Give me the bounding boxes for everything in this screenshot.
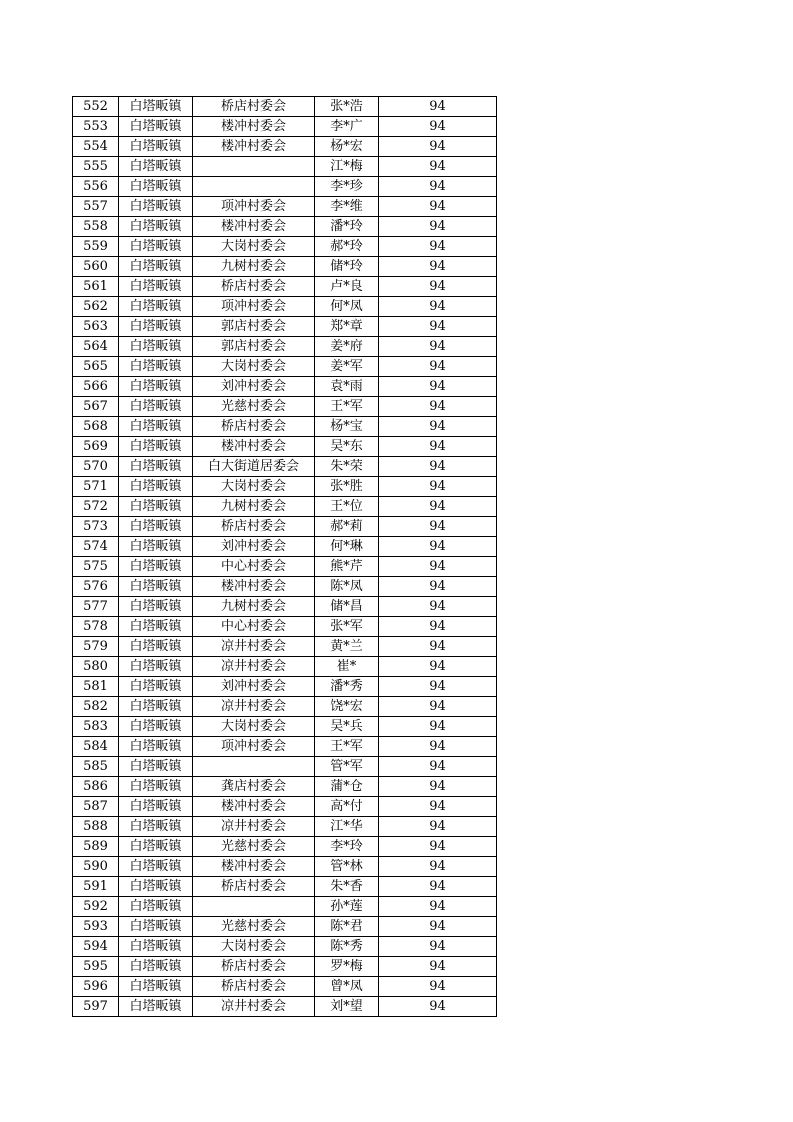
table-row: [73, 97, 497, 117]
person-name-cell: 管*军: [315, 757, 379, 777]
row-number-cell: 572: [73, 497, 119, 517]
town-cell: 白塔畈镇: [119, 777, 193, 797]
village-committee-cell: 九树村委会: [193, 597, 315, 617]
person-name-cell: 高*付: [315, 797, 379, 817]
row-number-cell: 561: [73, 277, 119, 297]
village-committee-cell: [193, 897, 315, 917]
person-name-cell: 朱*香: [315, 877, 379, 897]
person-name-cell: 郝*玲: [315, 237, 379, 257]
table-row: [73, 417, 497, 437]
score-cell: 94: [379, 977, 497, 997]
row-number-cell: 560: [73, 257, 119, 277]
table-row: [73, 817, 497, 837]
town-cell: 白塔畈镇: [119, 337, 193, 357]
row-number-cell: 574: [73, 537, 119, 557]
town-cell: 白塔畈镇: [119, 717, 193, 737]
score-cell: 94: [379, 677, 497, 697]
table-row: [73, 397, 497, 417]
table-row: [73, 477, 497, 497]
town-cell: 白塔畈镇: [119, 457, 193, 477]
row-number-cell: 595: [73, 957, 119, 977]
person-name-cell: 储*昌: [315, 597, 379, 617]
town-cell: 白塔畈镇: [119, 537, 193, 557]
person-name-cell: 蒲*仓: [315, 777, 379, 797]
village-committee-cell: [193, 757, 315, 777]
town-cell: 白塔畈镇: [119, 737, 193, 757]
village-committee-cell: [193, 157, 315, 177]
table-row: [73, 857, 497, 877]
village-committee-cell: 中心村委会: [193, 557, 315, 577]
town-cell: 白塔畈镇: [119, 137, 193, 157]
row-number-cell: 587: [73, 797, 119, 817]
table-row: [73, 617, 497, 637]
person-name-cell: 何*凤: [315, 297, 379, 317]
village-committee-cell: 项冲村委会: [193, 197, 315, 217]
village-committee-cell: 白大街道居委会: [193, 457, 315, 477]
score-cell: 94: [379, 637, 497, 657]
town-cell: 白塔畈镇: [119, 597, 193, 617]
village-committee-cell: 凉井村委会: [193, 637, 315, 657]
table-row: [73, 877, 497, 897]
score-cell: 94: [379, 137, 497, 157]
row-number-cell: 559: [73, 237, 119, 257]
table-row: [73, 537, 497, 557]
village-committee-cell: 刘冲村委会: [193, 537, 315, 557]
village-committee-cell: 凉井村委会: [193, 697, 315, 717]
village-committee-cell: 项冲村委会: [193, 297, 315, 317]
score-cell: 94: [379, 417, 497, 437]
row-number-cell: 571: [73, 477, 119, 497]
score-cell: 94: [379, 717, 497, 737]
table-row: [73, 977, 497, 997]
score-cell: 94: [379, 597, 497, 617]
person-name-cell: 熊*芹: [315, 557, 379, 577]
score-cell: 94: [379, 217, 497, 237]
row-number-cell: 583: [73, 717, 119, 737]
person-name-cell: 储*玲: [315, 257, 379, 277]
row-number-cell: 573: [73, 517, 119, 537]
person-name-cell: 陈*君: [315, 917, 379, 937]
table-row: [73, 137, 497, 157]
row-number-cell: 553: [73, 117, 119, 137]
village-committee-cell: 楼冲村委会: [193, 857, 315, 877]
table-row: [73, 277, 497, 297]
row-number-cell: 557: [73, 197, 119, 217]
table-row: [73, 517, 497, 537]
table-row: [73, 737, 497, 757]
score-cell: 94: [379, 837, 497, 857]
town-cell: 白塔畈镇: [119, 357, 193, 377]
row-number-cell: 578: [73, 617, 119, 637]
town-cell: 白塔畈镇: [119, 897, 193, 917]
score-cell: 94: [379, 117, 497, 137]
score-cell: 94: [379, 317, 497, 337]
village-committee-cell: 刘冲村委会: [193, 377, 315, 397]
village-committee-cell: 桥店村委会: [193, 517, 315, 537]
village-committee-cell: 桥店村委会: [193, 417, 315, 437]
village-committee-cell: 桥店村委会: [193, 277, 315, 297]
table-row: [73, 157, 497, 177]
town-cell: 白塔畈镇: [119, 577, 193, 597]
score-cell: 94: [379, 197, 497, 217]
town-cell: 白塔畈镇: [119, 817, 193, 837]
row-number-cell: 596: [73, 977, 119, 997]
row-number-cell: 556: [73, 177, 119, 197]
row-number-cell: 576: [73, 577, 119, 597]
score-cell: 94: [379, 517, 497, 537]
village-committee-cell: 凉井村委会: [193, 817, 315, 837]
score-cell: 94: [379, 877, 497, 897]
score-cell: 94: [379, 97, 497, 117]
row-number-cell: 580: [73, 657, 119, 677]
person-name-cell: 王*军: [315, 737, 379, 757]
table-row: [73, 177, 497, 197]
table-row: [73, 717, 497, 737]
row-number-cell: 565: [73, 357, 119, 377]
table-row: [73, 677, 497, 697]
town-cell: 白塔畈镇: [119, 917, 193, 937]
score-cell: 94: [379, 957, 497, 977]
person-name-cell: 王*位: [315, 497, 379, 517]
score-cell: 94: [379, 477, 497, 497]
town-cell: 白塔畈镇: [119, 397, 193, 417]
table-row: [73, 437, 497, 457]
village-committee-cell: 楼冲村委会: [193, 797, 315, 817]
score-cell: 94: [379, 737, 497, 757]
village-committee-cell: 楼冲村委会: [193, 117, 315, 137]
town-cell: 白塔畈镇: [119, 317, 193, 337]
town-cell: 白塔畈镇: [119, 97, 193, 117]
person-name-cell: 吴*兵: [315, 717, 379, 737]
person-name-cell: 何*琳: [315, 537, 379, 557]
row-number-cell: 563: [73, 317, 119, 337]
town-cell: 白塔畈镇: [119, 557, 193, 577]
person-name-cell: 李*维: [315, 197, 379, 217]
score-cell: 94: [379, 257, 497, 277]
score-cell: 94: [379, 897, 497, 917]
table-row: [73, 597, 497, 617]
town-cell: 白塔畈镇: [119, 997, 193, 1017]
person-name-cell: 曾*凤: [315, 977, 379, 997]
person-name-cell: 黄*兰: [315, 637, 379, 657]
town-cell: 白塔畈镇: [119, 937, 193, 957]
row-number-cell: 566: [73, 377, 119, 397]
score-cell: 94: [379, 557, 497, 577]
person-name-cell: 崔*: [315, 657, 379, 677]
person-name-cell: 张*胜: [315, 477, 379, 497]
score-cell: 94: [379, 997, 497, 1017]
row-number-cell: 589: [73, 837, 119, 857]
town-cell: 白塔畈镇: [119, 617, 193, 637]
score-cell: 94: [379, 437, 497, 457]
score-cell: 94: [379, 277, 497, 297]
village-committee-cell: 桥店村委会: [193, 977, 315, 997]
row-number-cell: 554: [73, 137, 119, 157]
village-committee-cell: 九树村委会: [193, 497, 315, 517]
score-cell: 94: [379, 757, 497, 777]
person-name-cell: 姜*军: [315, 357, 379, 377]
score-cell: 94: [379, 457, 497, 477]
row-number-cell: 567: [73, 397, 119, 417]
person-name-cell: 朱*荣: [315, 457, 379, 477]
table-row: [73, 637, 497, 657]
score-cell: 94: [379, 377, 497, 397]
town-cell: 白塔畈镇: [119, 497, 193, 517]
person-name-cell: 罗*梅: [315, 957, 379, 977]
table-row: [73, 997, 497, 1017]
table-row: [73, 957, 497, 977]
town-cell: 白塔畈镇: [119, 637, 193, 657]
score-cell: 94: [379, 657, 497, 677]
town-cell: 白塔畈镇: [119, 177, 193, 197]
score-cell: 94: [379, 697, 497, 717]
row-number-cell: 577: [73, 597, 119, 617]
score-cell: 94: [379, 857, 497, 877]
person-name-cell: 李*广: [315, 117, 379, 137]
town-cell: 白塔畈镇: [119, 837, 193, 857]
table-row: [73, 577, 497, 597]
village-committee-cell: 九树村委会: [193, 257, 315, 277]
person-name-cell: 李*玲: [315, 837, 379, 857]
row-number-cell: 582: [73, 697, 119, 717]
row-number-cell: 562: [73, 297, 119, 317]
person-name-cell: 孙*莲: [315, 897, 379, 917]
row-number-cell: 564: [73, 337, 119, 357]
town-cell: 白塔畈镇: [119, 277, 193, 297]
person-name-cell: 李*珍: [315, 177, 379, 197]
town-cell: 白塔畈镇: [119, 877, 193, 897]
row-number-cell: 575: [73, 557, 119, 577]
village-committee-cell: 桥店村委会: [193, 877, 315, 897]
person-name-cell: 张*浩: [315, 97, 379, 117]
person-name-cell: 江*华: [315, 817, 379, 837]
table-row: [73, 497, 497, 517]
person-name-cell: 王*军: [315, 397, 379, 417]
town-cell: 白塔畈镇: [119, 677, 193, 697]
town-cell: 白塔畈镇: [119, 377, 193, 397]
village-committee-cell: 刘冲村委会: [193, 677, 315, 697]
table-row: [73, 837, 497, 857]
village-committee-cell: 楼冲村委会: [193, 217, 315, 237]
town-cell: 白塔畈镇: [119, 297, 193, 317]
village-committee-cell: 龚店村委会: [193, 777, 315, 797]
village-committee-cell: 大岗村委会: [193, 937, 315, 957]
person-name-cell: 管*林: [315, 857, 379, 877]
score-cell: 94: [379, 357, 497, 377]
row-number-cell: 581: [73, 677, 119, 697]
town-cell: 白塔畈镇: [119, 237, 193, 257]
person-name-cell: 刘*望: [315, 997, 379, 1017]
town-cell: 白塔畈镇: [119, 857, 193, 877]
village-committee-cell: 郭店村委会: [193, 337, 315, 357]
town-cell: 白塔畈镇: [119, 757, 193, 777]
town-cell: 白塔畈镇: [119, 217, 193, 237]
village-committee-cell: 桥店村委会: [193, 957, 315, 977]
person-name-cell: 袁*雨: [315, 377, 379, 397]
town-cell: 白塔畈镇: [119, 477, 193, 497]
village-committee-cell: 光慈村委会: [193, 917, 315, 937]
village-committee-cell: 项冲村委会: [193, 737, 315, 757]
table-row: [73, 937, 497, 957]
person-name-cell: 江*梅: [315, 157, 379, 177]
score-cell: 94: [379, 537, 497, 557]
row-number-cell: 585: [73, 757, 119, 777]
town-cell: 白塔畈镇: [119, 977, 193, 997]
row-number-cell: 591: [73, 877, 119, 897]
row-number-cell: 588: [73, 817, 119, 837]
table-row: [73, 377, 497, 397]
score-cell: 94: [379, 397, 497, 417]
score-cell: 94: [379, 577, 497, 597]
town-cell: 白塔畈镇: [119, 257, 193, 277]
table-row: [73, 357, 497, 377]
row-number-cell: 569: [73, 437, 119, 457]
table-row: [73, 257, 497, 277]
town-cell: 白塔畈镇: [119, 437, 193, 457]
person-name-cell: 张*军: [315, 617, 379, 637]
village-committee-cell: 光慈村委会: [193, 397, 315, 417]
person-name-cell: 饶*宏: [315, 697, 379, 717]
score-cell: 94: [379, 617, 497, 637]
person-name-cell: 郑*章: [315, 317, 379, 337]
row-number-cell: 579: [73, 637, 119, 657]
village-committee-cell: 大岗村委会: [193, 357, 315, 377]
person-name-cell: 潘*秀: [315, 677, 379, 697]
person-name-cell: 陈*秀: [315, 937, 379, 957]
score-cell: 94: [379, 297, 497, 317]
person-name-cell: 杨*宝: [315, 417, 379, 437]
table-row: [73, 697, 497, 717]
table-row: [73, 217, 497, 237]
table-row: [73, 297, 497, 317]
row-number-cell: 558: [73, 217, 119, 237]
village-committee-cell: 中心村委会: [193, 617, 315, 637]
village-committee-cell: 楼冲村委会: [193, 577, 315, 597]
town-cell: 白塔畈镇: [119, 797, 193, 817]
table-row: [73, 797, 497, 817]
village-committee-cell: 凉井村委会: [193, 997, 315, 1017]
village-committee-cell: [193, 177, 315, 197]
row-number-cell: 570: [73, 457, 119, 477]
table-row: [73, 237, 497, 257]
table-row: [73, 897, 497, 917]
score-cell: 94: [379, 817, 497, 837]
score-cell: 94: [379, 337, 497, 357]
table-row: [73, 777, 497, 797]
village-committee-cell: 桥店村委会: [193, 97, 315, 117]
village-committee-cell: 大岗村委会: [193, 237, 315, 257]
table-row: [73, 917, 497, 937]
town-cell: 白塔畈镇: [119, 697, 193, 717]
town-cell: 白塔畈镇: [119, 517, 193, 537]
row-number-cell: 593: [73, 917, 119, 937]
village-committee-cell: 楼冲村委会: [193, 137, 315, 157]
row-number-cell: 586: [73, 777, 119, 797]
village-committee-cell: 楼冲村委会: [193, 437, 315, 457]
town-cell: 白塔畈镇: [119, 197, 193, 217]
town-cell: 白塔畈镇: [119, 117, 193, 137]
row-number-cell: 592: [73, 897, 119, 917]
person-name-cell: 陈*凤: [315, 577, 379, 597]
town-cell: 白塔畈镇: [119, 417, 193, 437]
village-committee-cell: 凉井村委会: [193, 657, 315, 677]
town-cell: 白塔畈镇: [119, 957, 193, 977]
table-row: [73, 337, 497, 357]
village-committee-cell: 大岗村委会: [193, 717, 315, 737]
table-row: [73, 317, 497, 337]
score-cell: 94: [379, 937, 497, 957]
score-cell: 94: [379, 797, 497, 817]
table-row: [73, 657, 497, 677]
score-cell: 94: [379, 777, 497, 797]
table-row: [73, 757, 497, 777]
person-name-cell: 卢*良: [315, 277, 379, 297]
row-number-cell: 568: [73, 417, 119, 437]
table-row: [73, 557, 497, 577]
person-name-cell: 姜*府: [315, 337, 379, 357]
row-number-cell: 590: [73, 857, 119, 877]
row-number-cell: 597: [73, 997, 119, 1017]
score-cell: 94: [379, 157, 497, 177]
person-name-cell: 潘*玲: [315, 217, 379, 237]
village-committee-cell: 光慈村委会: [193, 837, 315, 857]
table-row: [73, 457, 497, 477]
roster-table: [72, 96, 497, 1017]
table-row: [73, 197, 497, 217]
score-cell: 94: [379, 237, 497, 257]
person-name-cell: 郝*莉: [315, 517, 379, 537]
village-committee-cell: 大岗村委会: [193, 477, 315, 497]
score-cell: 94: [379, 177, 497, 197]
village-committee-cell: 郭店村委会: [193, 317, 315, 337]
row-number-cell: 584: [73, 737, 119, 757]
row-number-cell: 594: [73, 937, 119, 957]
roster-table-body: [73, 97, 497, 1017]
person-name-cell: 吴*东: [315, 437, 379, 457]
town-cell: 白塔畈镇: [119, 157, 193, 177]
score-cell: 94: [379, 497, 497, 517]
row-number-cell: 555: [73, 157, 119, 177]
score-cell: 94: [379, 917, 497, 937]
table-row: [73, 117, 497, 137]
row-number-cell: 552: [73, 97, 119, 117]
town-cell: 白塔畈镇: [119, 657, 193, 677]
person-name-cell: 杨*宏: [315, 137, 379, 157]
